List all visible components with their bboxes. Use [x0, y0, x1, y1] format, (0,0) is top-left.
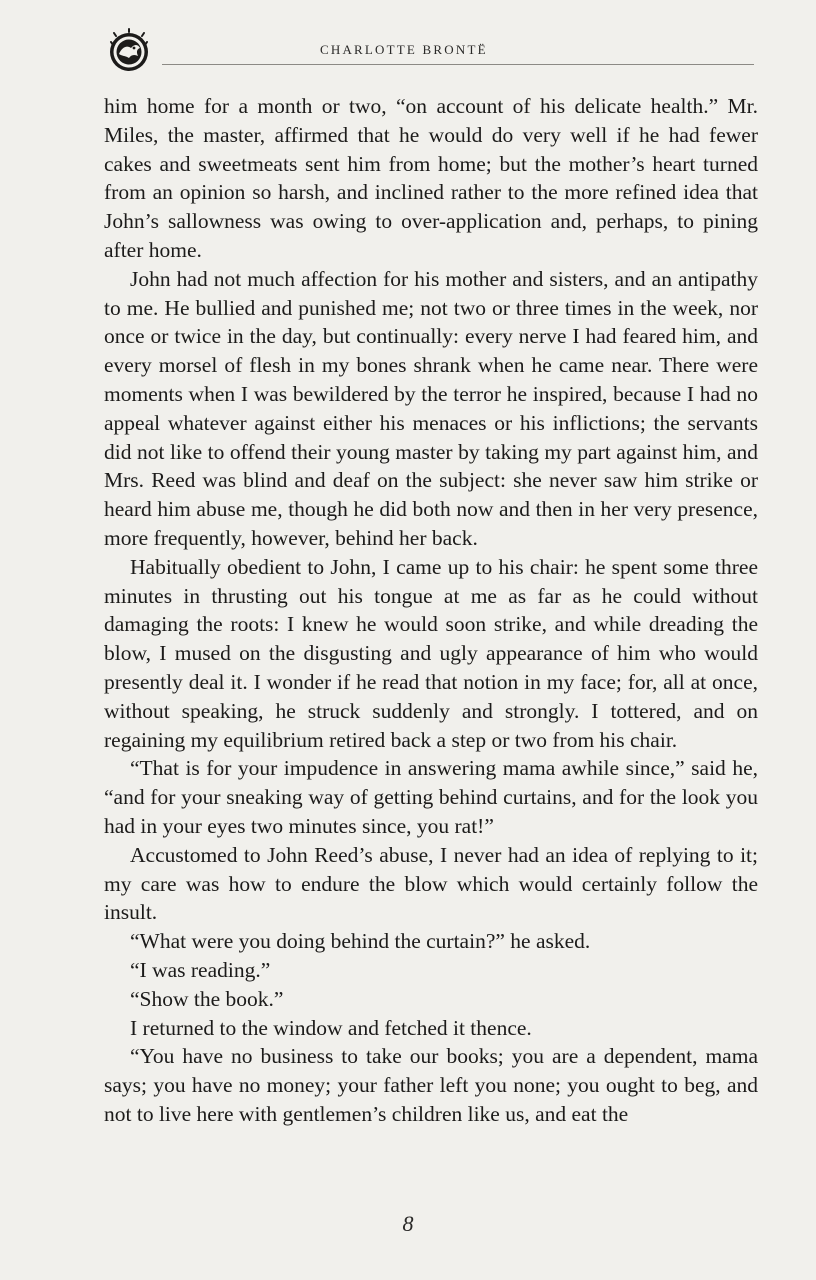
page-header — [0, 0, 816, 70]
header-rule — [162, 64, 754, 65]
paragraph-2: John had not much affection for his mother and sisters, and an antipathy to me. He bullied and punished me; not two or three times in the week, nor once or twice in the day, but continually: every nerve I had feared him, and every morsel of flesh in my bones shrank when he came near. There were moments when I was bewildered by the terror he inspired, because I had no appeal whatever against either his menaces or his inflictions; the servants did not like to offend their young master by taking my part against him, and Mrs. Reed was blind and deaf on the subject: she never saw him strike or heard him abuse me, though he did both now and then in her very presence, more frequently, however, behind her back. — [104, 266, 758, 550]
publisher-emblem-icon — [104, 27, 154, 77]
page-number: 8 — [402, 1211, 414, 1236]
paragraph-7: “I was reading.” — [130, 957, 271, 982]
paragraph-1: him home for a month or two, “on account of his delicate health.” Mr. Miles, the master, affirmed that he would do very well if he had fewer cakes and sweetmeats sent him from home; but the mother’s heart turned from an opinion so harsh, and inclined rather to the more refined idea that John’s sallowness was owing to over-application and, perhaps, to pining after home. — [104, 94, 758, 262]
paragraph-6: “What were you doing behind the curtain?” he asked. — [130, 929, 591, 954]
paragraph-9: I returned to the window and fetched it thence. — [130, 1015, 532, 1040]
paragraph-8: “Show the book.” — [130, 986, 284, 1011]
paragraph-3: Habitually obedient to John, I came up to his chair: he spent some three minutes in thrusting out his tongue at me as far as he could without damaging the roots: I knew he would soon strike, and while dreading the blow, I mused on the disgusting and ugly appearance of him who would presently deal it. I wonder if he read that notion in my face; for, all at once, without speaking, he struck suddenly and strongly. I tottered, and on regaining my equilibrium retired back a step or two from his chair. — [104, 554, 758, 752]
paragraph-10: “You have no business to take our books; you are a dependent, mama says; you have no money; your father left you none; you ought to beg, and not to live here with gentlemen’s children like us, and eat the — [104, 1044, 758, 1126]
paragraph-5: Accustomed to John Reed’s abuse, I never had an idea of replying to it; my care was how to endure the blow which would certainly follow the insult. — [104, 842, 758, 925]
paragraph-4: “That is for your impudence in answering mama awhile since,” said he, “and for your sneaking way of getting behind curtains, and for the look you had in your eyes two minutes since, you rat!” — [104, 756, 758, 838]
running-head: CHARLOTTE BRONTË — [320, 42, 488, 57]
body-text — [104, 92, 758, 1129]
